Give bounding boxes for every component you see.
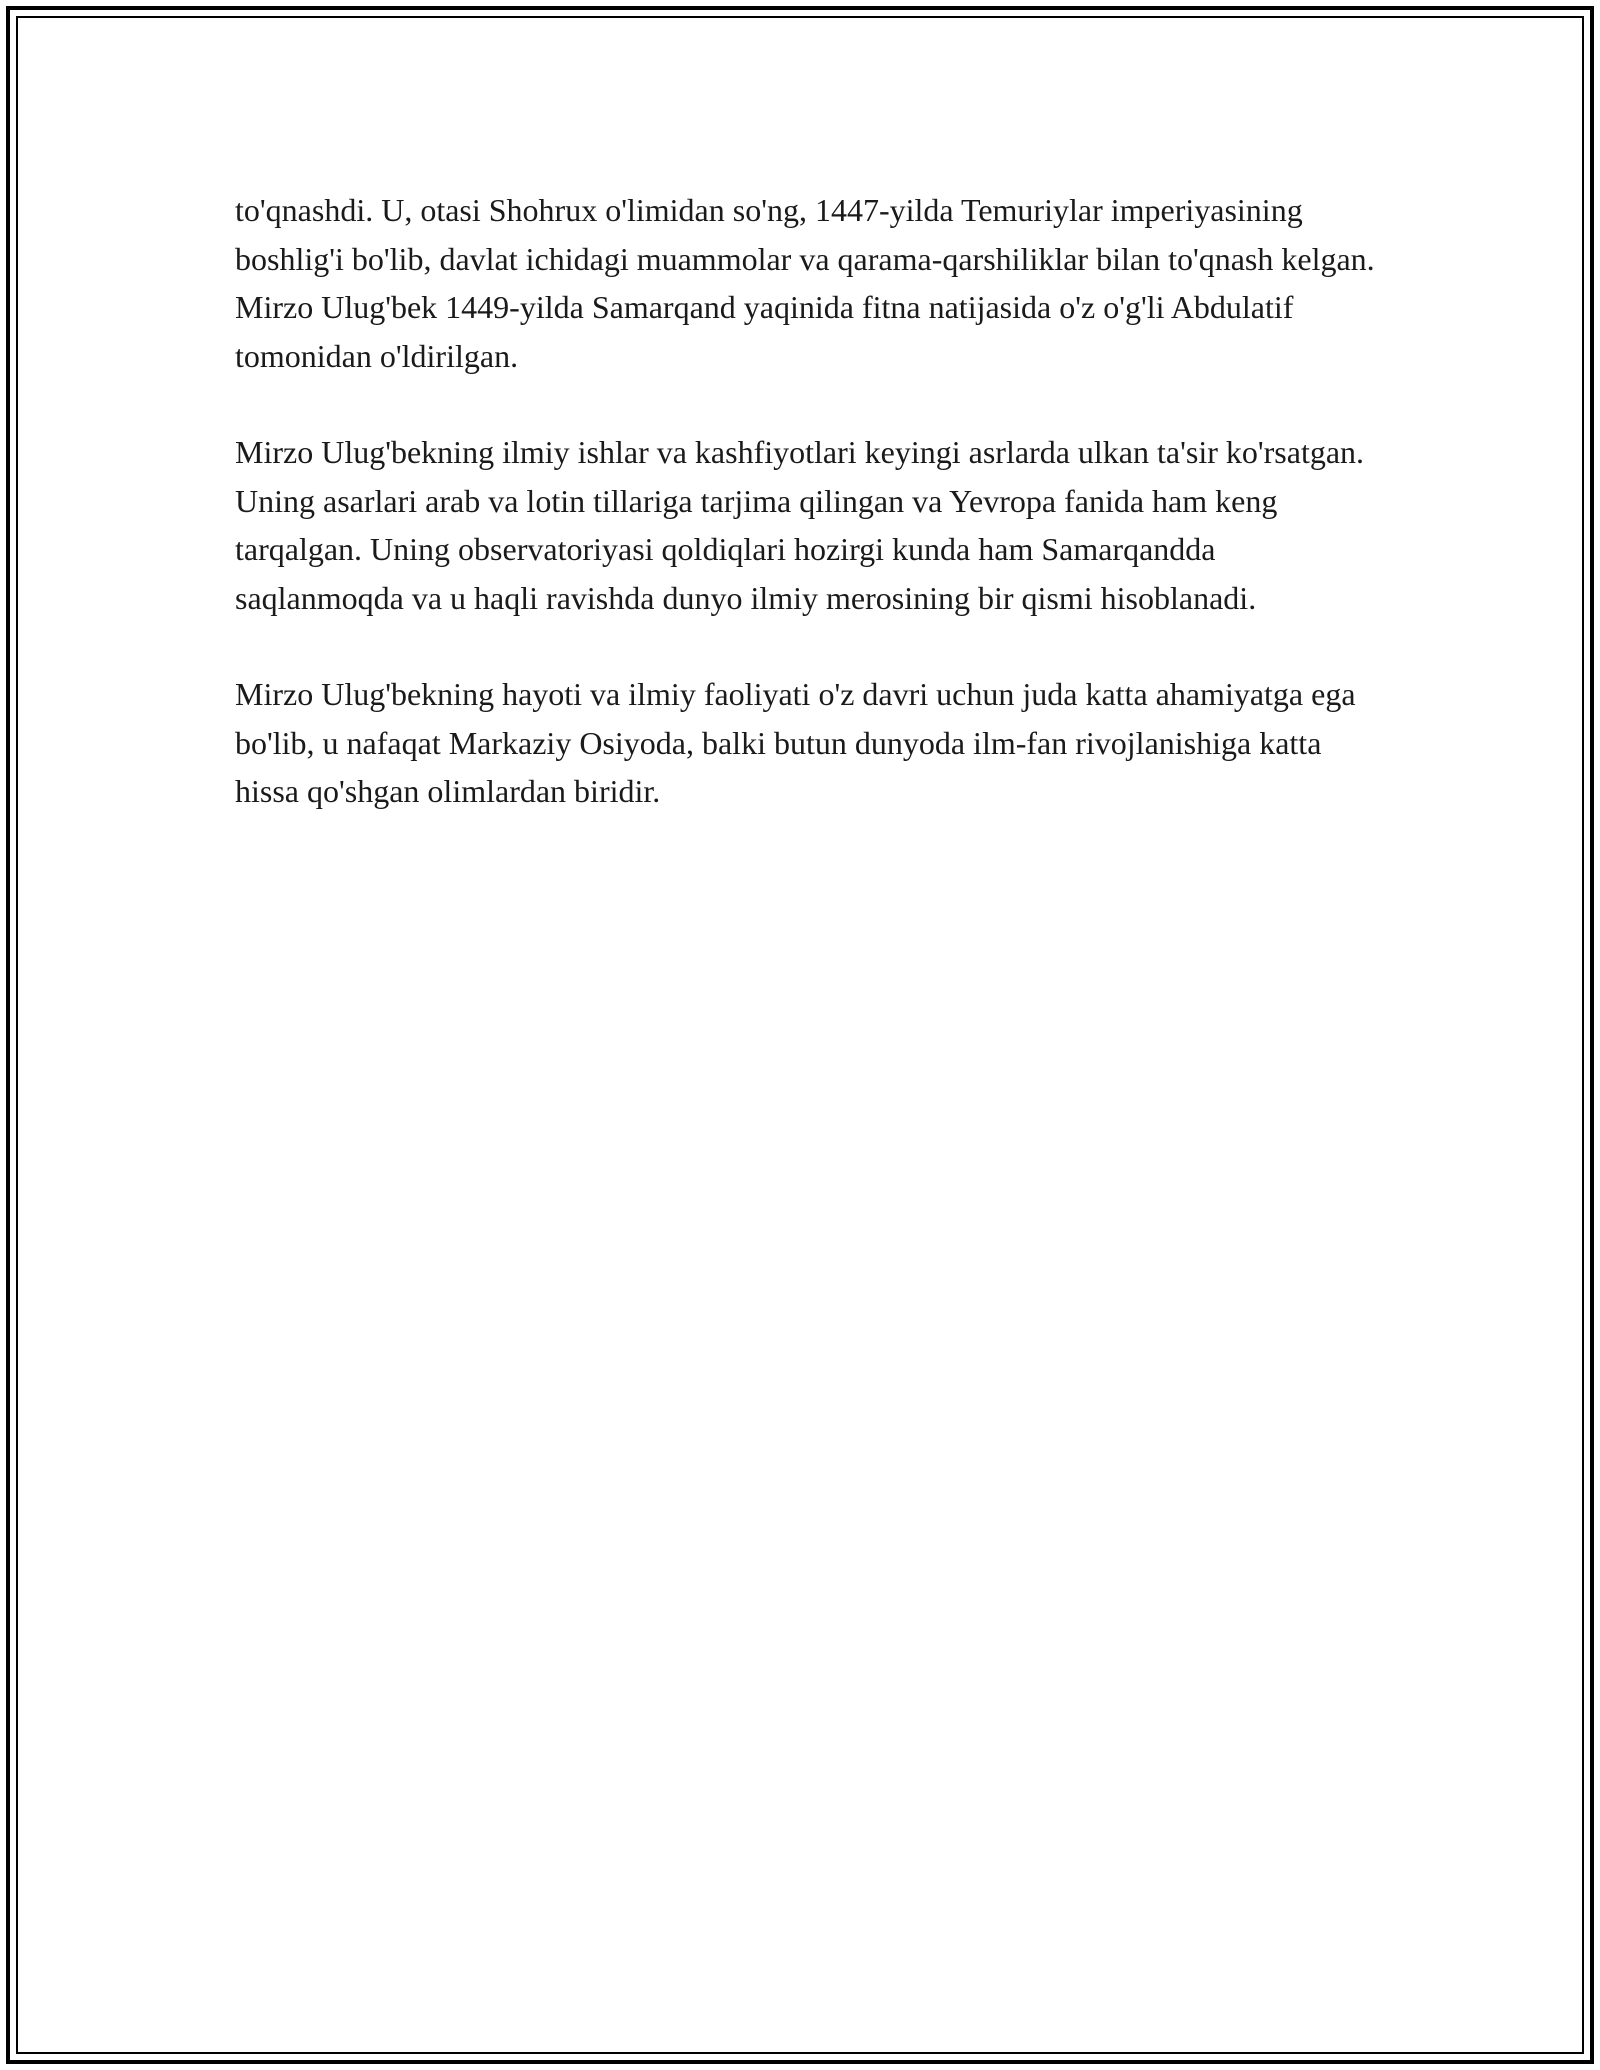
- paragraph: to'qnashdi. U, otasi Shohrux o'limidan so'ng, 1447-yilda Temuriylar imperiyasining boshlig'i bo'lib, davlat ichidagi muammolar va qarama-qarshiliklar bilan to'qnash kelgan. Mirzo Ulug'bek 1449-yilda Samarqand yaqinida fitna natijasida o'z o'g'li Abdulatif tomonidan o'ldirilgan.: [235, 192, 1375, 374]
- document-body: [235, 186, 1375, 864]
- paragraph: Mirzo Ulug'bekning hayoti va ilmiy faoliyati o'z davri uchun juda katta ahamiyatga ega bo'lib, u nafaqat Markaziy Osiyoda, balki butun dunyoda ilm-fan rivojlanishiga katta hissa qo'shgan olimlardan biridir.: [235, 676, 1356, 809]
- paragraph: Mirzo Ulug'bekning ilmiy ishlar va kashfiyotlari keyingi asrlarda ulkan ta'sir ko'rsatgan. Uning asarlari arab va lotin tillariga tarjima qilingan va Yevropa fanida ham keng tarqalgan. Uning observatoriyasi qoldiqlari hozirgi kunda ham Samarqandda saqlanmoqda va u haqli ravishda dunyo ilmiy merosining bir qismi hisoblanadi.: [235, 434, 1365, 616]
